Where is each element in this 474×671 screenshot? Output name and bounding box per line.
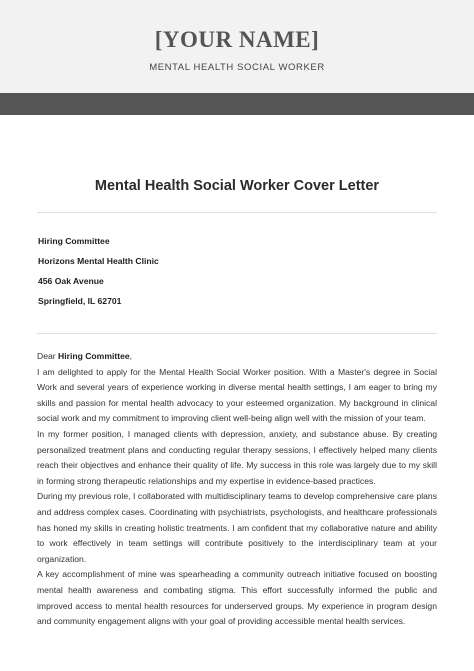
letter-body (37, 349, 437, 630)
title-divider (37, 212, 437, 213)
salutation-prefix: Dear (37, 351, 59, 361)
document-title: Mental Health Social Worker Cover Letter (94, 178, 380, 194)
header-divider-bar (0, 93, 474, 115)
recipient-name: Hiring Committee (38, 236, 110, 246)
salutation-suffix: , (129, 351, 133, 361)
paragraph-experience: In my former position, I managed clients with depression, anxiety, and substance abuse. By creating personalized treatment plans and conducting regular therapy sessions, I effectively helped many clients reach their objectives and enhance their quality of life. My success in this role was largely due to my skill in forming strong therapeutic relationships and my expertise in evidence-based practices. (37, 428, 437, 486)
sender-role: MENTAL HEALTH SOCIAL WORKER (149, 62, 325, 73)
letterhead (0, 0, 474, 93)
recipient-organization: Horizons Mental Health Clinic (38, 256, 159, 266)
paragraph-accomplishment: A key accomplishment of mine was spearheading a community outreach initiative focused on boosting mental health awareness and combating stigma. This effort successfully informed the public and improved access to mental health resources for underserved groups. My experience in program design and community engagement aligns with your goal of providing accessible mental health services. (37, 569, 437, 627)
recipient-city: Springfield, IL 62701 (38, 296, 122, 306)
recipient-address (38, 233, 159, 313)
address-divider (37, 333, 437, 334)
salutation-name: Hiring Committee (58, 351, 130, 361)
paragraph-intro: I am delighted to apply for the Mental Health Social Worker position. With a Master's degree in Social Work and several years of experience working in diverse mental health settings, I am eager to bring my skills and passion for mental health advocacy to your esteemed organization. My background in clinical social work and my commitment to improving client well-being align well with the mission of your team. (37, 366, 437, 424)
paragraph-collaboration: During my previous role, I collaborated with multidisciplinary teams to develop comprehensive care plans and address complex cases. Coordinating with psychiatrists, psychologists, and healthcare professionals has honed my skills in creating holistic treatments. I am confident that my collaborative nature and ability to work effectively in team settings will contribute positively to the interdisciplinary team at your organization. (37, 491, 437, 564)
salutation (37, 349, 437, 365)
recipient-street: 456 Oak Avenue (38, 276, 104, 286)
sender-name: [YOUR NAME] (154, 27, 320, 52)
